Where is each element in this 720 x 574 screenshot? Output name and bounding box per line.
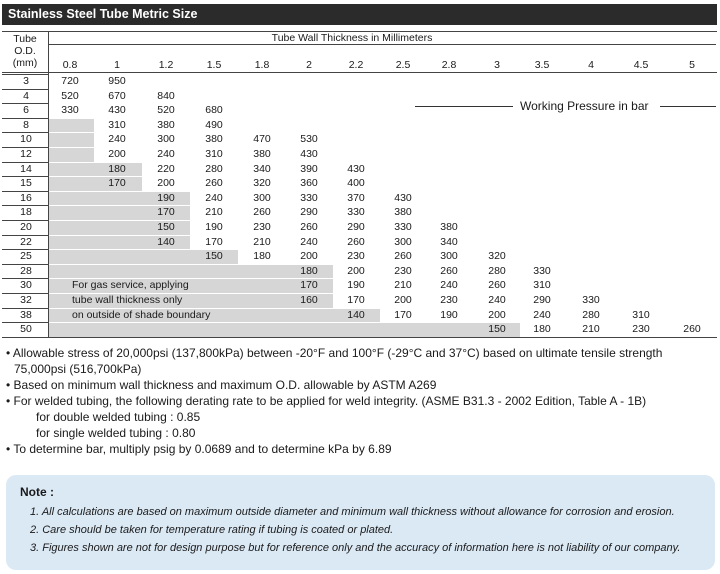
pressure-value-cell: 340 bbox=[253, 162, 271, 175]
pressure-value-cell: 330 bbox=[300, 191, 318, 204]
thickness-column-header: 3.5 bbox=[534, 59, 550, 71]
thickness-column-header: 4 bbox=[588, 59, 594, 71]
tube-od-cell: 28 bbox=[20, 264, 32, 277]
pressure-value-cell: 360 bbox=[300, 177, 318, 190]
pressure-value-cell: 170 bbox=[205, 235, 223, 248]
tube-od-cell: 22 bbox=[20, 235, 32, 248]
pressure-value-cell: 220 bbox=[157, 162, 175, 175]
pressure-value-cell: 720 bbox=[61, 75, 79, 87]
shaded-region bbox=[48, 323, 520, 337]
pressure-value-cell: 150 bbox=[488, 323, 506, 336]
pressure-value-cell: 260 bbox=[488, 279, 506, 292]
pressure-value-cell: 280 bbox=[582, 308, 600, 321]
thickness-column-header: 1 bbox=[114, 59, 120, 71]
pressure-value-cell: 380 bbox=[440, 221, 458, 233]
pressure-value-cell: 190 bbox=[157, 191, 175, 204]
pressure-value-cell: 300 bbox=[440, 250, 458, 263]
pressure-value-cell: 200 bbox=[157, 177, 175, 190]
pressure-value-cell: 180 bbox=[300, 264, 318, 277]
tube-od-header: O.D. bbox=[14, 45, 36, 57]
pressure-value-cell: 190 bbox=[347, 279, 365, 292]
pressure-value-cell: 210 bbox=[394, 279, 412, 292]
pressure-value-cell: 140 bbox=[347, 308, 365, 321]
pressure-value-cell: 150 bbox=[205, 250, 223, 263]
pressure-value-cell: 670 bbox=[108, 89, 126, 102]
thickness-column-header: 1.8 bbox=[254, 59, 270, 71]
pressure-value-cell: 340 bbox=[440, 235, 458, 248]
pressure-value-cell: 530 bbox=[300, 133, 318, 146]
pressure-value-cell: 380 bbox=[205, 133, 223, 146]
tube-od-cell: 4 bbox=[23, 89, 29, 102]
pressure-value-cell: 430 bbox=[394, 191, 412, 204]
tube-od-cell: 8 bbox=[23, 118, 29, 131]
pressure-value-cell: 280 bbox=[205, 162, 223, 175]
pressure-value-cell: 230 bbox=[253, 221, 271, 233]
tube-od-header: (mm) bbox=[12, 57, 38, 69]
pressure-value-cell: 330 bbox=[533, 264, 551, 277]
pressure-value-cell: 170 bbox=[157, 206, 175, 219]
pressure-value-cell: 520 bbox=[157, 104, 175, 117]
pressure-value-cell: 370 bbox=[347, 191, 365, 204]
pressure-value-cell: 260 bbox=[300, 221, 318, 233]
pressure-value-cell: 240 bbox=[440, 279, 458, 292]
tube-od-cell: 15 bbox=[20, 177, 32, 190]
wall-thickness-header: Tube Wall Thickness in Millimeters bbox=[271, 32, 433, 44]
pressure-value-cell: 150 bbox=[157, 221, 175, 233]
pressure-value-cell: 200 bbox=[347, 264, 365, 277]
working-pressure-label: Working Pressure in bar bbox=[514, 99, 655, 113]
shaded-region bbox=[48, 163, 142, 177]
shaded-region bbox=[48, 119, 94, 133]
pressure-value-cell: 300 bbox=[253, 191, 271, 204]
pressure-value-cell: 260 bbox=[205, 177, 223, 190]
header-rule bbox=[48, 44, 716, 45]
pressure-value-cell: 840 bbox=[157, 89, 175, 102]
pressure-value-cell: 240 bbox=[533, 308, 551, 321]
pressure-value-cell: 950 bbox=[108, 75, 126, 87]
pressure-value-cell: 260 bbox=[394, 250, 412, 263]
pressure-value-cell: 160 bbox=[300, 294, 318, 306]
gas-service-note: tube wall thickness only bbox=[72, 294, 183, 306]
table-bottom-rule bbox=[2, 337, 717, 338]
thickness-column-header: 2 bbox=[306, 59, 312, 71]
pressure-value-cell: 230 bbox=[394, 264, 412, 277]
pressure-value-cell: 290 bbox=[300, 206, 318, 219]
note-item-1: 1. All calculations are based on maximum outside diameter and minimum wall thickness without allowance for corrosion and erosion. bbox=[30, 506, 675, 518]
pressure-value-cell: 180 bbox=[533, 323, 551, 336]
header-rule bbox=[2, 72, 717, 73]
thickness-column-header: 3 bbox=[494, 59, 500, 71]
pressure-value-cell: 430 bbox=[300, 148, 318, 160]
pressure-value-cell: 320 bbox=[253, 177, 271, 190]
note-box bbox=[6, 475, 715, 570]
pressure-value-cell: 380 bbox=[253, 148, 271, 160]
pressure-value-cell: 180 bbox=[253, 250, 271, 263]
pressure-value-cell: 330 bbox=[582, 294, 600, 306]
tube-od-cell: 32 bbox=[20, 294, 32, 306]
page-title: Stainless Steel Tube Metric Size bbox=[2, 4, 717, 25]
pressure-value-cell: 380 bbox=[394, 206, 412, 219]
tube-od-cell: 18 bbox=[20, 206, 32, 219]
bullet-notes bbox=[6, 345, 716, 457]
pressure-value-cell: 230 bbox=[347, 250, 365, 263]
thickness-column-header: 2.2 bbox=[348, 59, 364, 71]
thickness-column-header: 4.5 bbox=[633, 59, 649, 71]
pressure-value-cell: 280 bbox=[488, 264, 506, 277]
pressure-value-cell: 310 bbox=[205, 148, 223, 160]
pressure-value-cell: 290 bbox=[533, 294, 551, 306]
pressure-value-cell: 200 bbox=[488, 308, 506, 321]
note-title: Note : bbox=[20, 485, 54, 499]
pressure-value-cell: 230 bbox=[632, 323, 650, 336]
pressure-value-cell: 170 bbox=[108, 177, 126, 190]
pressure-value-cell: 240 bbox=[108, 133, 126, 146]
pressure-value-cell: 260 bbox=[440, 264, 458, 277]
pressure-value-cell: 200 bbox=[394, 294, 412, 306]
pressure-value-cell: 210 bbox=[253, 235, 271, 248]
pressure-value-cell: 170 bbox=[300, 279, 318, 292]
working-pressure-rule-right bbox=[660, 106, 716, 107]
tube-od-cell: 16 bbox=[20, 191, 32, 204]
thickness-column-header: 0.8 bbox=[62, 59, 78, 71]
pressure-value-cell: 290 bbox=[347, 221, 365, 233]
pressure-value-cell: 230 bbox=[440, 294, 458, 306]
pressure-value-cell: 240 bbox=[488, 294, 506, 306]
pressure-value-cell: 180 bbox=[108, 162, 126, 175]
shaded-region bbox=[48, 177, 142, 191]
shaded-region bbox=[48, 133, 94, 147]
tube-od-header: Tube bbox=[13, 33, 37, 45]
pressure-value-cell: 210 bbox=[205, 206, 223, 219]
shaded-region bbox=[48, 148, 94, 162]
pressure-value-cell: 490 bbox=[205, 118, 223, 131]
note-item-2: 2. Care should be taken for temperature rating if tubing is coated or plated. bbox=[30, 524, 394, 536]
pressure-value-cell: 170 bbox=[394, 308, 412, 321]
pressure-value-cell: 140 bbox=[157, 235, 175, 248]
tube-od-cell: 3 bbox=[23, 75, 29, 87]
bullet-note: • For welded tubing, the following derating rate to be applied for weld integrity. (ASME B31.3 - 2002 Edition, Table A - 1B) bbox=[6, 394, 647, 408]
bullet-note: • To determine bar, multiply psig by 0.0689 and to determine kPa by 6.89 bbox=[6, 442, 392, 456]
bullet-note: 75,000psi (516,700kPa) bbox=[14, 362, 142, 376]
pressure-value-cell: 240 bbox=[205, 191, 223, 204]
thickness-column-header: 1.2 bbox=[158, 59, 174, 71]
pressure-value-cell: 240 bbox=[157, 148, 175, 160]
pressure-value-cell: 430 bbox=[108, 104, 126, 117]
tube-od-cell: 12 bbox=[20, 148, 32, 160]
pressure-value-cell: 380 bbox=[157, 118, 175, 131]
pressure-value-cell: 520 bbox=[61, 89, 79, 102]
tube-od-cell: 50 bbox=[20, 323, 32, 336]
note-item-3: 3. Figures shown are not for design purpose but for reference only and the accuracy of information here is not liability of our company. bbox=[30, 542, 681, 554]
pressure-value-cell: 200 bbox=[300, 250, 318, 263]
pressure-value-cell: 470 bbox=[253, 133, 271, 146]
tube-od-cell: 14 bbox=[20, 162, 32, 175]
gas-service-note: on outside of shade boundary bbox=[72, 308, 211, 321]
pressure-value-cell: 310 bbox=[533, 279, 551, 292]
tube-od-cell: 30 bbox=[20, 279, 32, 292]
pressure-value-cell: 200 bbox=[108, 148, 126, 160]
gas-service-note: For gas service, applying bbox=[72, 279, 189, 292]
pressure-value-cell: 680 bbox=[205, 104, 223, 117]
od-column-rule bbox=[48, 31, 49, 337]
pressure-value-cell: 330 bbox=[61, 104, 79, 117]
pressure-value-cell: 190 bbox=[205, 221, 223, 233]
pressure-value-cell: 320 bbox=[488, 250, 506, 263]
pressure-value-cell: 240 bbox=[300, 235, 318, 248]
shaded-region bbox=[48, 265, 333, 279]
thickness-column-header: 5 bbox=[689, 59, 695, 71]
pressure-value-cell: 390 bbox=[300, 162, 318, 175]
bullet-note: • Based on minimum wall thickness and maximum O.D. allowable by ASTM A269 bbox=[6, 378, 437, 392]
pressure-value-cell: 310 bbox=[108, 118, 126, 131]
thickness-column-header: 2.5 bbox=[395, 59, 411, 71]
bullet-note: • Allowable stress of 20,000psi (137,800kPa) between -20°F and 100°F (-29°C and 37°C) based on ultimate tensile strength bbox=[6, 346, 663, 360]
pressure-value-cell: 190 bbox=[440, 308, 458, 321]
pressure-value-cell: 430 bbox=[347, 162, 365, 175]
pressure-value-cell: 210 bbox=[582, 323, 600, 336]
bullet-note: for single welded tubing : 0.80 bbox=[36, 426, 196, 440]
pressure-value-cell: 330 bbox=[347, 206, 365, 219]
pressure-value-cell: 300 bbox=[157, 133, 175, 146]
tube-od-cell: 6 bbox=[23, 104, 29, 117]
pressure-value-cell: 170 bbox=[347, 294, 365, 306]
pressure-value-cell: 400 bbox=[347, 177, 365, 190]
thickness-column-header: 2.8 bbox=[441, 59, 457, 71]
bullet-note: for double welded tubing : 0.85 bbox=[36, 410, 201, 424]
thickness-column-header: 1.5 bbox=[206, 59, 222, 71]
pressure-value-cell: 260 bbox=[683, 323, 701, 336]
pressure-value-cell: 330 bbox=[394, 221, 412, 233]
pressure-value-cell: 300 bbox=[394, 235, 412, 248]
pressure-value-cell: 260 bbox=[347, 235, 365, 248]
tube-od-cell: 20 bbox=[20, 221, 32, 233]
pressure-value-cell: 310 bbox=[632, 308, 650, 321]
pressure-value-cell: 260 bbox=[253, 206, 271, 219]
tube-od-cell: 38 bbox=[20, 308, 32, 321]
working-pressure-rule-left bbox=[415, 106, 513, 107]
tube-od-cell: 25 bbox=[20, 250, 32, 263]
tube-od-cell: 10 bbox=[20, 133, 32, 146]
